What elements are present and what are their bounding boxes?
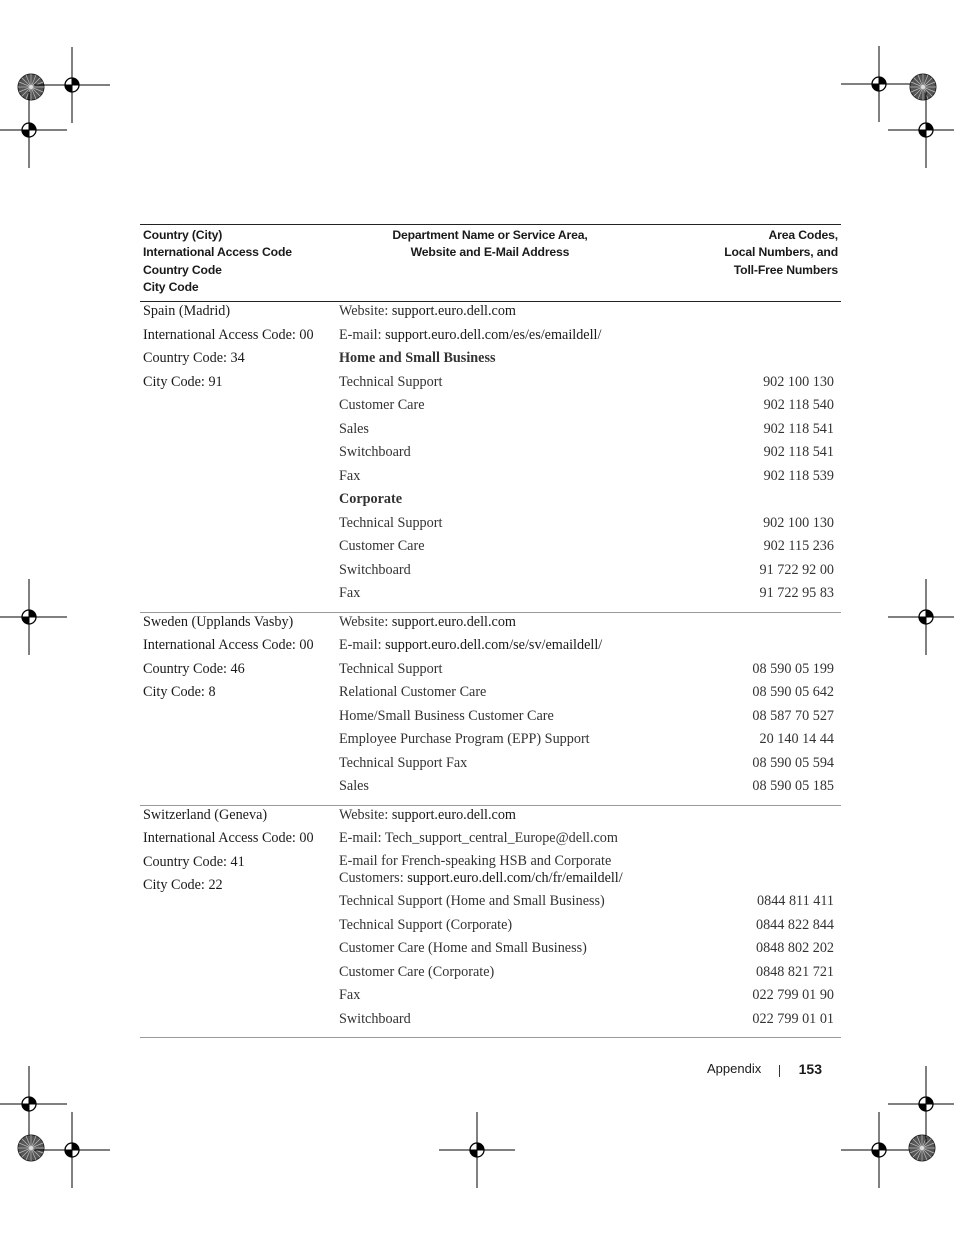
service-description bbox=[339, 754, 467, 778]
service-link[interactable]: support.euro.dell.com/es/es/emaildell/ bbox=[385, 326, 602, 343]
country-info-label: Country Code: bbox=[143, 660, 231, 677]
phone-number: 08 590 05 642 bbox=[752, 684, 834, 701]
service-label: Employee Purchase Program (EPP) Support bbox=[339, 731, 590, 748]
service-row bbox=[339, 636, 841, 660]
service-description bbox=[339, 660, 442, 684]
service-row bbox=[339, 302, 841, 326]
country-info-label: Switzerland (Geneva) bbox=[143, 806, 268, 823]
service-row bbox=[339, 537, 841, 561]
service-description bbox=[339, 777, 369, 801]
country-info-column bbox=[140, 302, 339, 608]
country-info-label: International Access Code: bbox=[143, 637, 300, 654]
subheading-label: Home and Small Business bbox=[339, 350, 496, 367]
subheading-label: Corporate bbox=[339, 491, 403, 508]
phone-number bbox=[834, 829, 841, 853]
country-code-line bbox=[140, 636, 339, 660]
country-code-line bbox=[140, 683, 339, 707]
service-description bbox=[339, 561, 411, 585]
service-label: Sales bbox=[339, 420, 369, 437]
service-label: Switchboard bbox=[339, 561, 411, 578]
phone-number: 20 140 14 44 bbox=[759, 731, 834, 748]
phone-number: 0844 822 844 bbox=[755, 916, 834, 933]
service-row bbox=[339, 683, 841, 707]
service-description bbox=[339, 326, 601, 350]
service-label: E-mail: bbox=[339, 326, 386, 343]
service-label: E-mail for French-speaking HSB and Corporate Customers: bbox=[339, 852, 612, 886]
service-description bbox=[339, 892, 605, 916]
phone-number: 91 722 95 83 bbox=[759, 585, 834, 602]
phone-number bbox=[834, 806, 841, 830]
phone-number bbox=[834, 326, 841, 350]
service-row bbox=[339, 420, 841, 444]
service-link[interactable]: support.euro.dell.com/se/sv/emaildell/ bbox=[385, 637, 603, 654]
service-label: E-mail: Tech_support_central_Europe@dell.com bbox=[339, 830, 618, 847]
service-description bbox=[339, 467, 360, 491]
country-info-column bbox=[140, 613, 339, 801]
service-label: Relational Customer Care bbox=[339, 684, 487, 701]
country-info-value: 00 bbox=[299, 637, 314, 654]
service-column bbox=[339, 302, 841, 608]
phone-number: 0848 821 721 bbox=[755, 963, 834, 980]
service-label: Technical Support Fax bbox=[339, 754, 468, 771]
service-description bbox=[339, 302, 516, 326]
service-description bbox=[339, 806, 516, 830]
service-label: E-mail: bbox=[339, 637, 386, 654]
service-description bbox=[339, 396, 425, 420]
service-label: Switchboard bbox=[339, 1010, 411, 1027]
service-label: Sales bbox=[339, 778, 369, 795]
service-label: Technical Support bbox=[339, 514, 443, 531]
service-column bbox=[339, 613, 841, 801]
footer-title: Appendix bbox=[707, 1061, 762, 1076]
country-info-label: Sweden (Upplands Vasby) bbox=[143, 613, 294, 630]
service-description bbox=[339, 963, 494, 987]
country-code-line bbox=[140, 373, 339, 397]
country-info-label: International Access Code: bbox=[143, 326, 300, 343]
service-label: Fax bbox=[339, 987, 361, 1004]
country-section bbox=[140, 302, 841, 613]
phone-number bbox=[834, 636, 841, 660]
country-info-value: 41 bbox=[230, 853, 245, 870]
phone-number: 91 722 92 00 bbox=[759, 561, 834, 578]
service-row bbox=[339, 754, 841, 778]
service-label: Website: bbox=[339, 806, 392, 823]
country-section bbox=[140, 806, 841, 1039]
country-name bbox=[140, 613, 339, 637]
service-row bbox=[339, 963, 841, 987]
service-description bbox=[339, 707, 554, 731]
service-row bbox=[339, 396, 841, 420]
header-country-column: Country (City) International Access Code Country Code City Code bbox=[143, 228, 292, 294]
page-number: 153 bbox=[798, 1061, 822, 1077]
service-row bbox=[339, 660, 841, 684]
country-code-line bbox=[140, 876, 339, 900]
phone-number: 902 118 541 bbox=[763, 420, 834, 437]
service-row bbox=[339, 777, 841, 801]
country-code-line bbox=[140, 853, 339, 877]
service-column bbox=[339, 806, 841, 1034]
country-info-label: City Code: bbox=[143, 373, 209, 390]
service-description bbox=[339, 636, 602, 660]
service-label: Fax bbox=[339, 467, 361, 484]
service-description bbox=[339, 613, 516, 637]
country-info-label: Country Code: bbox=[143, 350, 231, 367]
country-code-line bbox=[140, 326, 339, 350]
service-label: Home/Small Business Customer Care bbox=[339, 707, 554, 724]
service-label: Technical Support (Corporate) bbox=[339, 916, 513, 933]
country-info-value: 34 bbox=[230, 350, 245, 367]
service-row bbox=[339, 443, 841, 467]
service-row bbox=[339, 853, 841, 893]
table-header bbox=[140, 224, 841, 302]
phone-number: 902 115 236 bbox=[763, 538, 834, 555]
phone-number bbox=[834, 613, 841, 637]
service-row bbox=[339, 730, 841, 754]
country-code-line bbox=[140, 660, 339, 684]
service-label: Customer Care bbox=[339, 538, 425, 555]
service-link[interactable]: support.euro.dell.com bbox=[391, 806, 516, 823]
country-code-line bbox=[140, 349, 339, 373]
phone-number bbox=[834, 853, 841, 893]
country-info-label: International Access Code: bbox=[143, 830, 300, 847]
country-info-label: City Code: bbox=[143, 877, 209, 894]
country-info-value: 00 bbox=[299, 326, 314, 343]
service-row bbox=[339, 806, 841, 830]
phone-number: 08 590 05 594 bbox=[752, 754, 834, 771]
table-body bbox=[140, 302, 841, 1038]
country-info-value: 8 bbox=[208, 684, 216, 701]
service-description bbox=[339, 730, 590, 754]
service-description bbox=[339, 853, 623, 893]
service-description bbox=[339, 584, 360, 608]
service-description bbox=[339, 939, 587, 963]
service-row bbox=[339, 986, 841, 1010]
service-row bbox=[339, 613, 841, 637]
service-link[interactable]: support.euro.dell.com bbox=[391, 613, 516, 630]
service-row bbox=[339, 561, 841, 585]
service-row bbox=[339, 514, 841, 538]
phone-number: 902 100 130 bbox=[763, 373, 834, 390]
service-label: Fax bbox=[339, 585, 361, 602]
service-description bbox=[339, 1010, 411, 1034]
service-label: Website: bbox=[339, 303, 392, 320]
service-description bbox=[339, 916, 512, 940]
service-description bbox=[339, 829, 618, 853]
service-label: Customer Care bbox=[339, 397, 425, 414]
phone-number: 902 118 541 bbox=[763, 444, 834, 461]
service-label: Customer Care (Home and Small Business) bbox=[339, 940, 587, 957]
page-footer bbox=[700, 1061, 822, 1081]
service-description bbox=[339, 986, 360, 1010]
service-row bbox=[339, 373, 841, 397]
service-row bbox=[339, 584, 841, 608]
service-row bbox=[339, 326, 841, 350]
service-row bbox=[339, 467, 841, 491]
section-subheading bbox=[339, 349, 841, 373]
country-info-value: 46 bbox=[230, 660, 245, 677]
service-description bbox=[339, 537, 425, 561]
phone-number: 902 100 130 bbox=[763, 514, 834, 531]
service-label: Customer Care (Corporate) bbox=[339, 963, 495, 980]
country-info-label: Country Code: bbox=[143, 853, 231, 870]
service-row bbox=[339, 1010, 841, 1034]
phone-number: 022 799 01 90 bbox=[752, 987, 834, 1004]
header-numbers-column: Area Codes, Local Numbers, and Toll-Free Numbers bbox=[724, 228, 838, 277]
service-description bbox=[339, 373, 442, 397]
service-row bbox=[339, 939, 841, 963]
service-label: Switchboard bbox=[339, 444, 411, 461]
service-label: Technical Support bbox=[339, 660, 443, 677]
phone-number: 08 590 05 199 bbox=[752, 660, 834, 677]
service-description bbox=[339, 683, 486, 707]
service-label: Technical Support (Home and Small Business) bbox=[339, 893, 605, 910]
phone-number: 0848 802 202 bbox=[755, 940, 834, 957]
service-link[interactable]: support.euro.dell.com/ch/fr/emaildell/ bbox=[407, 869, 623, 886]
country-info-label: Spain (Madrid) bbox=[143, 303, 231, 320]
phone-number: 022 799 01 01 bbox=[752, 1010, 834, 1027]
phone-number: 902 118 540 bbox=[763, 397, 834, 414]
country-code-line bbox=[140, 829, 339, 853]
phone-number: 08 587 70 527 bbox=[752, 707, 834, 724]
service-description bbox=[339, 443, 411, 467]
header-department-column: Department Name or Service Area, Website and E-Mail Address bbox=[392, 228, 588, 260]
section-subheading bbox=[339, 490, 841, 514]
service-row bbox=[339, 916, 841, 940]
phone-number: 0844 811 411 bbox=[757, 893, 834, 910]
country-name bbox=[140, 806, 339, 830]
phone-number: 902 118 539 bbox=[763, 467, 834, 484]
country-section bbox=[140, 613, 841, 806]
service-description bbox=[339, 514, 442, 538]
contact-table bbox=[140, 224, 841, 1038]
footer-divider bbox=[779, 1065, 780, 1077]
service-row bbox=[339, 829, 841, 853]
service-row bbox=[339, 892, 841, 916]
service-link[interactable]: support.euro.dell.com bbox=[391, 303, 516, 320]
country-name bbox=[140, 302, 339, 326]
country-info-value: 22 bbox=[208, 877, 223, 894]
country-info-column bbox=[140, 806, 339, 1034]
service-label: Website: bbox=[339, 613, 392, 630]
service-label: Technical Support bbox=[339, 373, 443, 390]
phone-number bbox=[834, 302, 841, 326]
country-info-label: City Code: bbox=[143, 684, 209, 701]
country-info-value: 91 bbox=[208, 373, 223, 390]
service-description bbox=[339, 420, 369, 444]
country-info-value: 00 bbox=[299, 830, 314, 847]
service-row bbox=[339, 707, 841, 731]
phone-number: 08 590 05 185 bbox=[752, 778, 834, 795]
